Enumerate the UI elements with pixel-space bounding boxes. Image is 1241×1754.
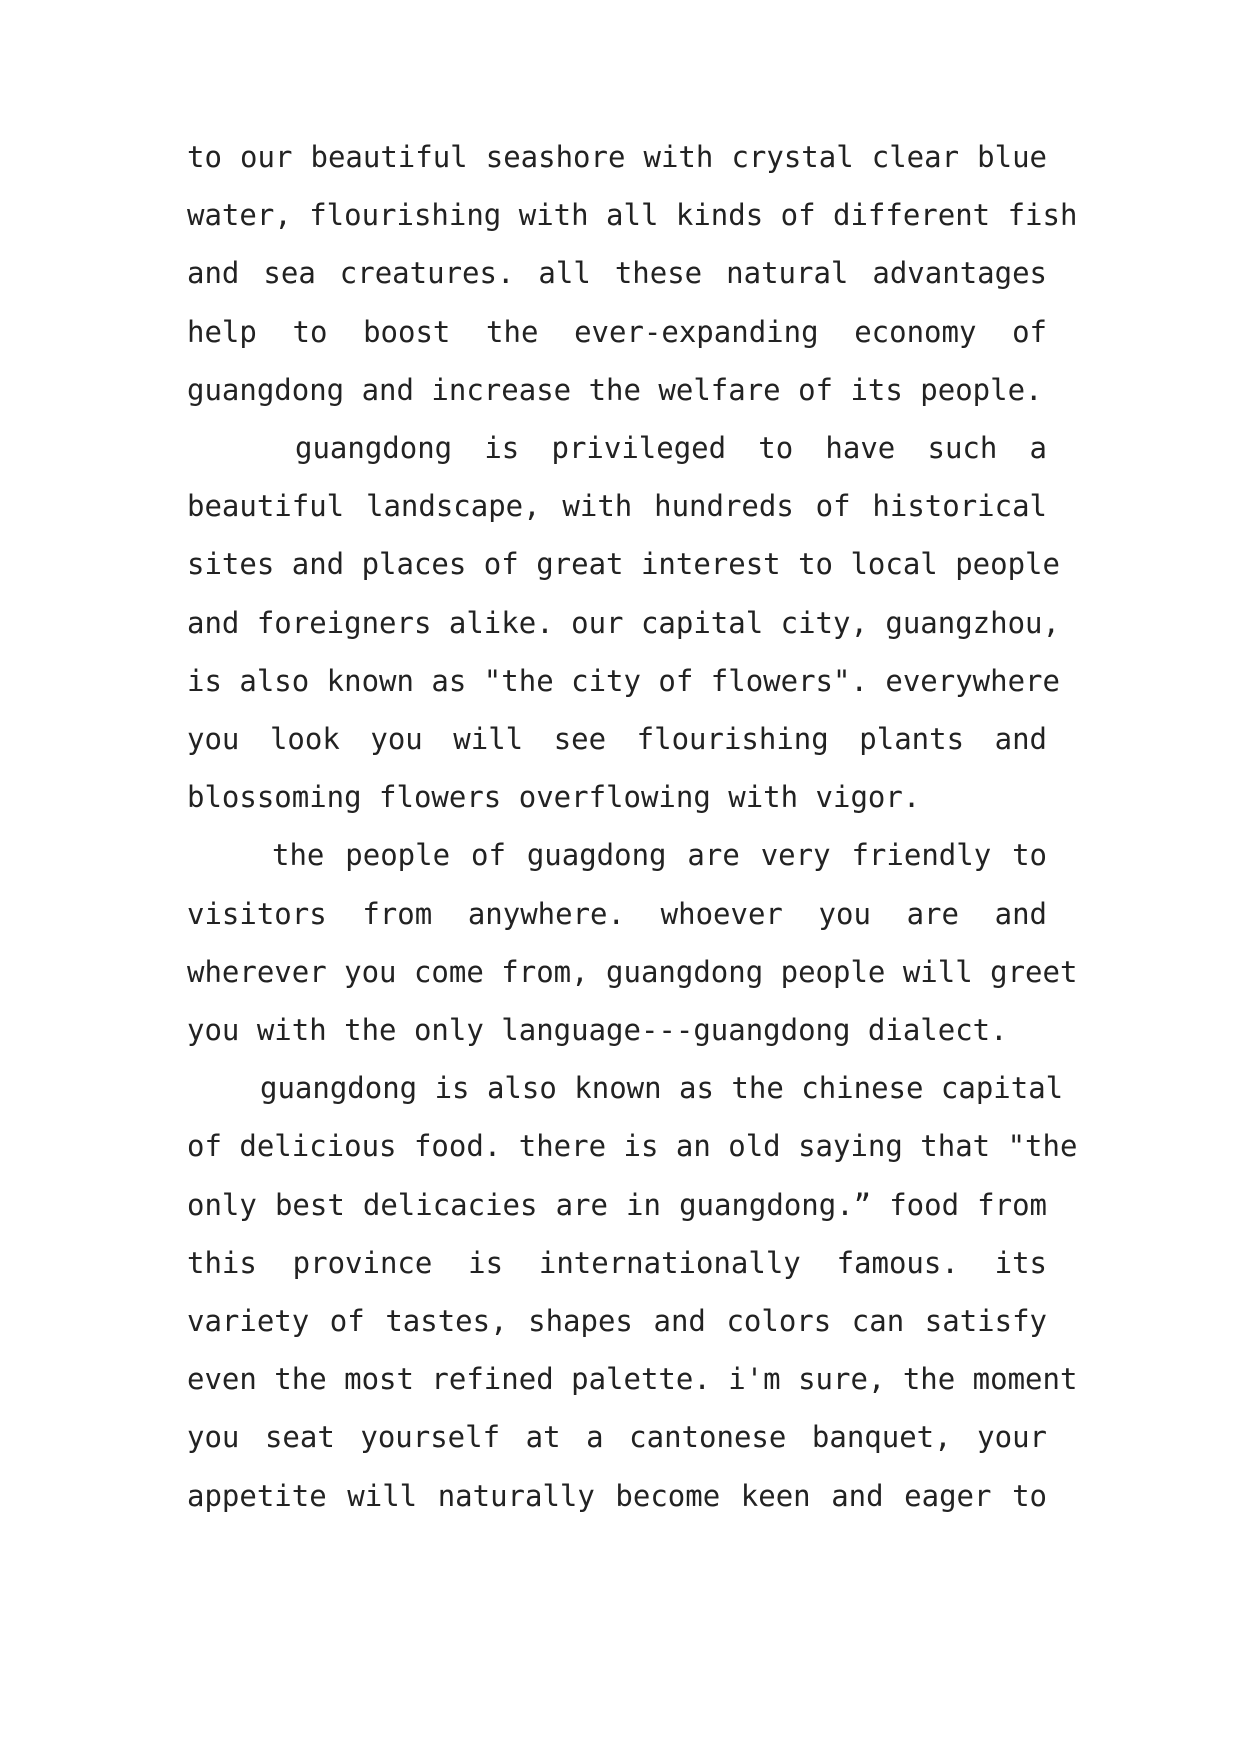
text-line: you look you will see flourishing plants and — [187, 722, 1047, 756]
text-line: the people of guagdong are very friendly to — [272, 838, 1047, 873]
text-line: and sea creatures. all these natural advantages — [187, 256, 1047, 291]
text-line: beautiful landscape, with hundreds of historical — [187, 489, 1047, 524]
text-line: is also known as "the city of flowers". everywhere — [187, 663, 1060, 698]
text-line: even the most refined palette. i'm sure, the moment — [187, 1362, 1078, 1397]
text-line: guangdong is privileged to have such a — [295, 431, 1047, 465]
text-line: guangdong and increase the welfare of its people. — [187, 372, 1043, 407]
text-line: sites and places of great interest to local people — [187, 547, 1060, 582]
text-line: of delicious food. there is an old saying that "the — [187, 1129, 1078, 1164]
text-line: appetite will naturally become keen and eager to — [187, 1478, 1047, 1513]
text-line: help to boost the ever-expanding economy of — [187, 314, 1047, 349]
text-line: you with the only language---guangdong dialect. — [187, 1013, 1008, 1047]
text-line: to our beautiful seashore with crystal clear blue — [187, 140, 1047, 174]
text-line: and foreigners alike. our capital city, guangzhou, — [187, 605, 1060, 640]
text-line: you seat yourself at a cantonese banquet, your — [187, 1420, 1047, 1455]
text-line: guangdong is also known as the chinese capital — [260, 1071, 1064, 1106]
text-line: this province is internationally famous. its — [187, 1245, 1047, 1280]
text-line: blossoming flowers overflowing with vigor. — [187, 780, 921, 815]
text-line: wherever you come from, guangdong people will greet — [187, 954, 1078, 989]
text-line: only best delicacies are in guangdong.” food from — [187, 1187, 1047, 1222]
text-line: visitors from anywhere. whoever you are and — [187, 896, 1047, 931]
text-line: variety of tastes, shapes and colors can satisfy — [187, 1304, 1047, 1338]
text-line: water, flourishing with all kinds of different fish — [187, 198, 1078, 233]
